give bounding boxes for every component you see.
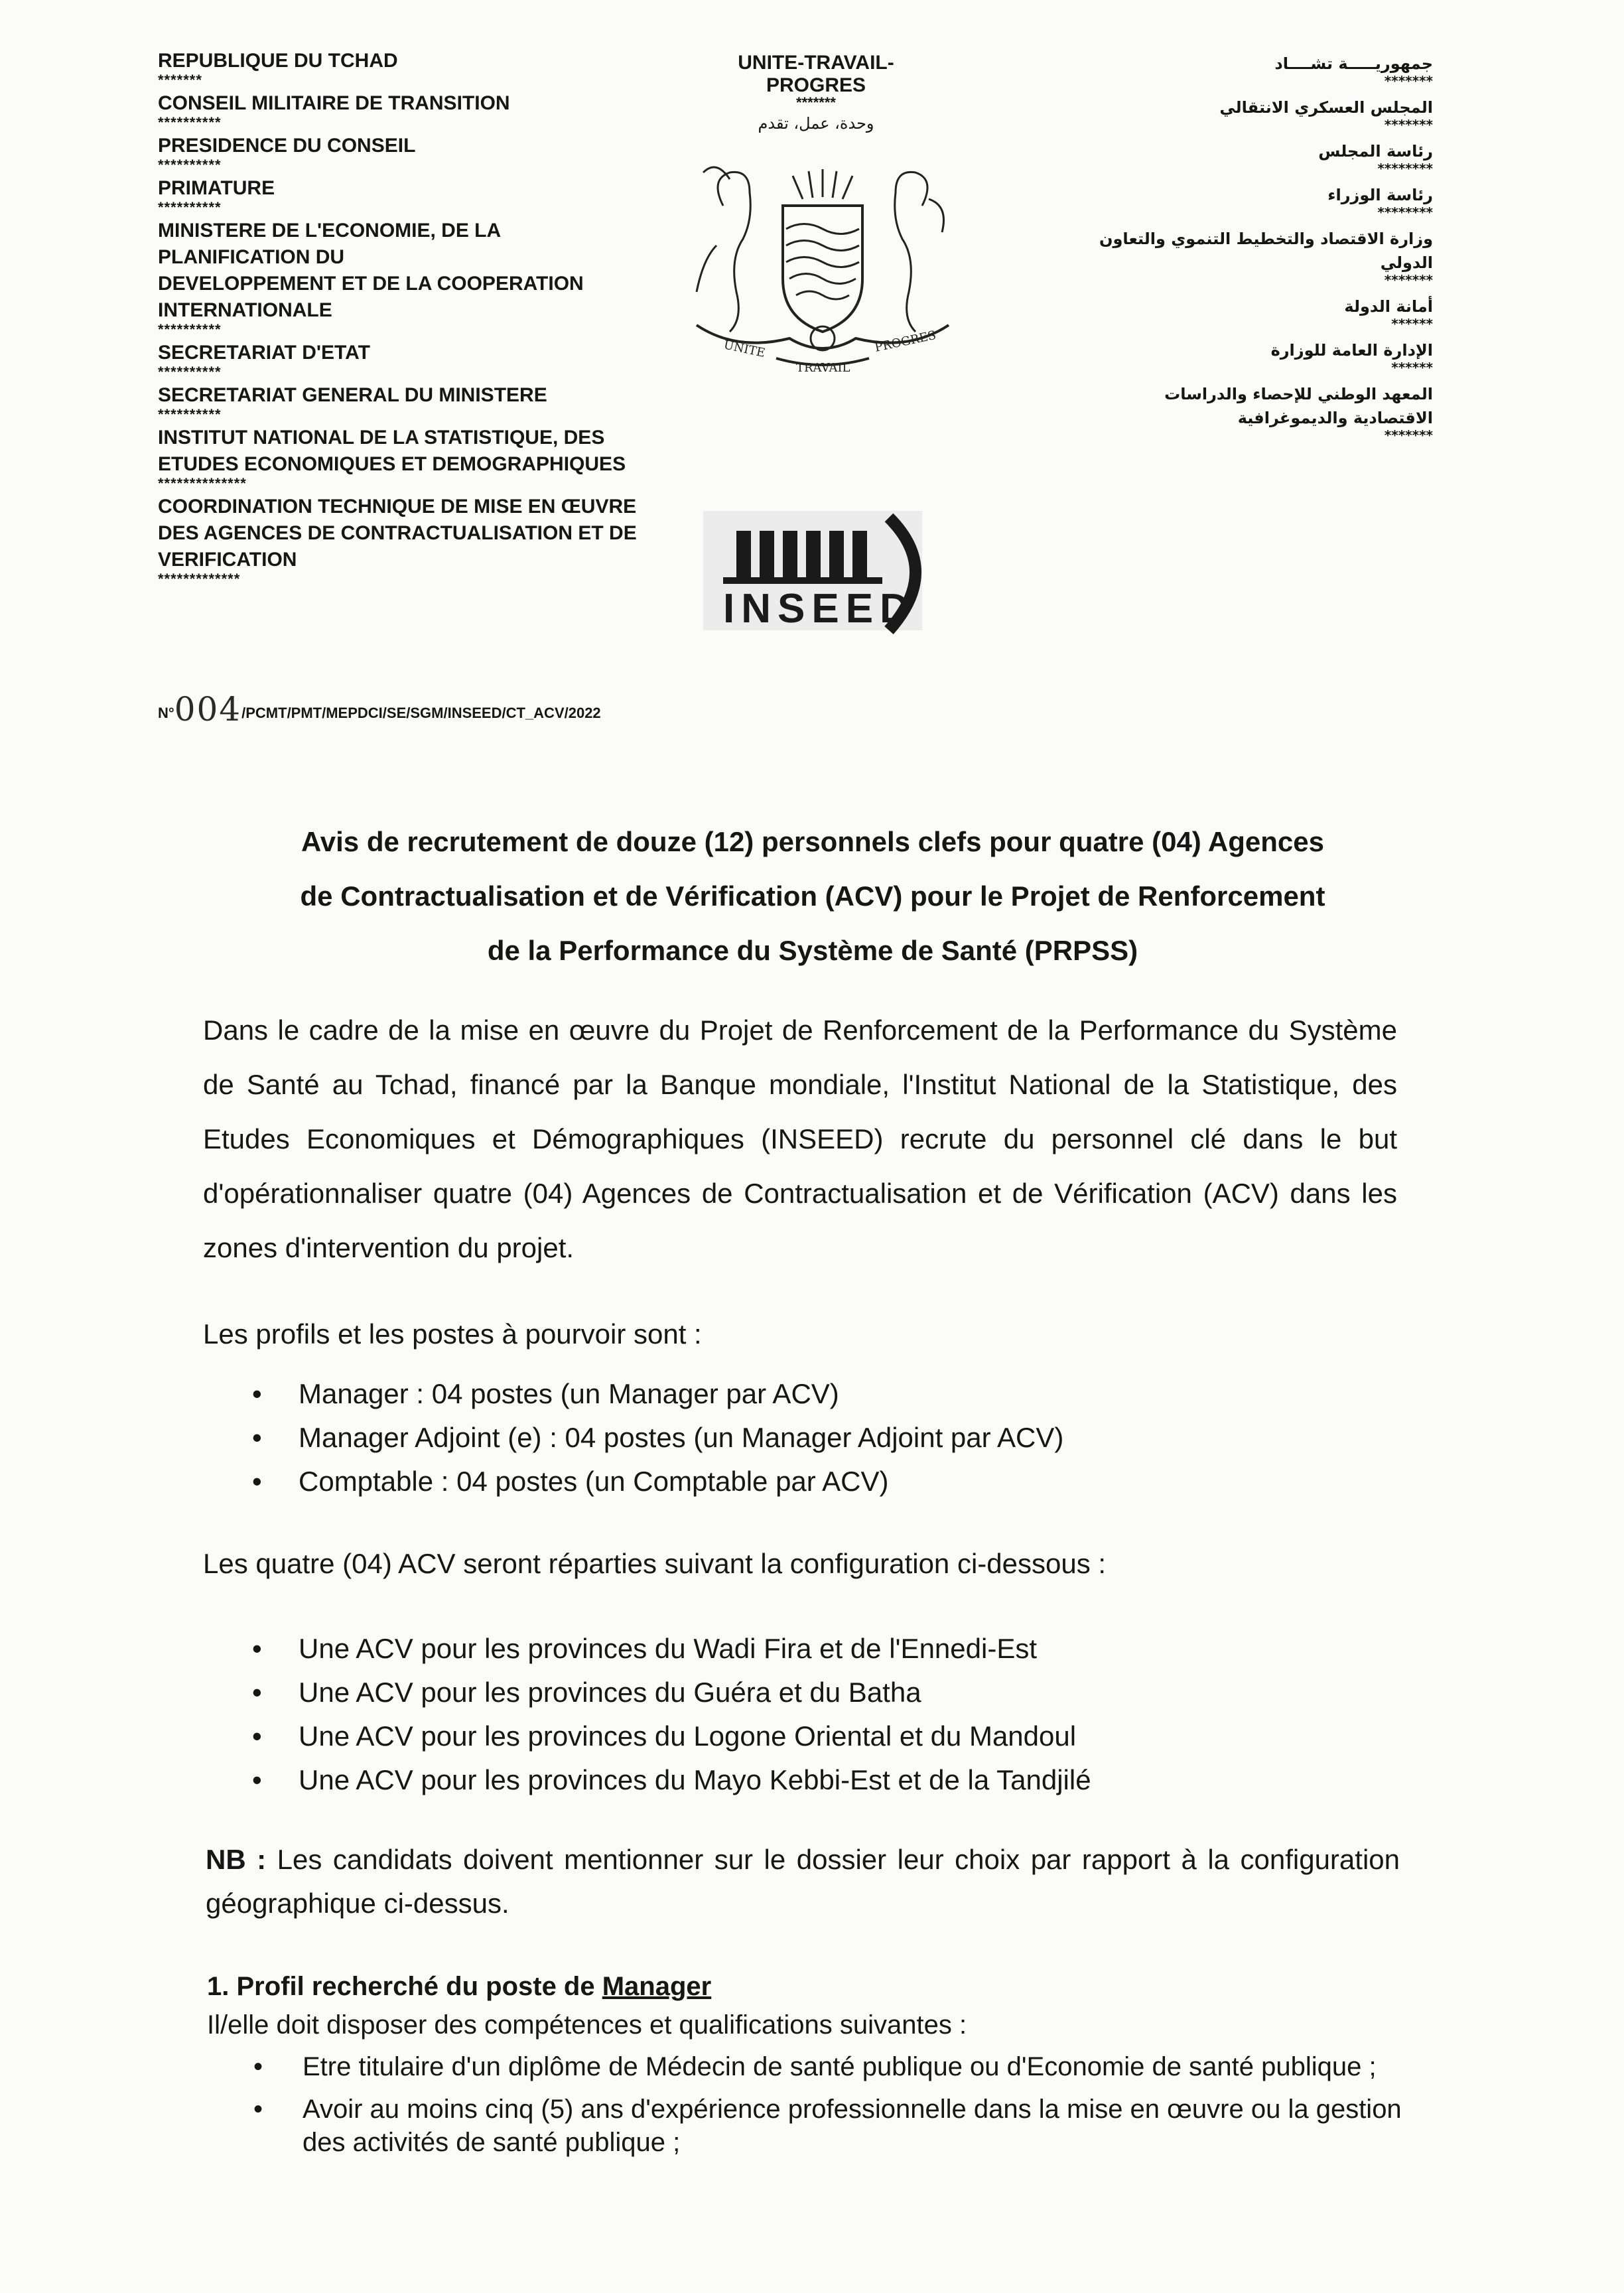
coat-of-arms-emblem [677, 159, 969, 385]
ref-number: 004 [174, 690, 242, 729]
separator-stars: ******* [158, 72, 202, 88]
profiles-intro: Les profils et les postes à pourvoir sont : [203, 1318, 702, 1350]
nb-text: Les candidats doivent mentionner sur le dossier leur choix par rapport à la configuration géographique ci-dessus. [206, 1844, 1400, 1919]
hl-item [158, 218, 689, 340]
nb-label: NB : [206, 1844, 267, 1875]
hr-conseil: المجلس العسكري الانتقالي [1219, 98, 1433, 117]
hl-ministere: MINISTERE DE L'ECONOMIE, DE LA PLANIFICATION DU DEVELOPPEMENT ET DE LA COOPERATION INTERNATIONALE [158, 220, 584, 321]
logo-text: INSEED [723, 586, 916, 632]
list-item [252, 1372, 1347, 1416]
config-intro: Les quatre (04) ACV seront réparties suivant la configuration ci-dessous : [203, 1548, 1107, 1579]
title-line: de Contractualisation et de Vérification (ACV) pour le Projet de Renforcement [300, 880, 1325, 912]
separator-stars: ************** [158, 475, 247, 492]
list-item [252, 1416, 1347, 1460]
hr-institut: المعهد الوطني للإحصاء والدراسات الاقتصادية والديموغرافية [1164, 385, 1433, 427]
separator-stars: ********** [158, 114, 222, 131]
inseed-logo [697, 504, 949, 637]
separator-stars: ******** [1377, 204, 1433, 220]
separator-stars: ********** [158, 199, 222, 216]
config-item: Une ACV pour les provinces du Wadi Fira et de l'Ennedi-Est [299, 1633, 1037, 1664]
section-underlined: Manager [602, 1972, 712, 2001]
bullet-icon: • [252, 1677, 262, 1708]
header-center-block [690, 52, 942, 133]
list-item [252, 1627, 1347, 1671]
profiles-list [252, 1372, 1347, 1503]
configurations-list [252, 1627, 1347, 1802]
bullet-icon: • [253, 2052, 263, 2081]
bullet-icon: • [252, 1720, 262, 1752]
header-right-block [1088, 52, 1433, 450]
section-prefix: 1. Profil recherché du poste de [207, 1972, 602, 2001]
hl-secretariat-general: SECRETARIAT GENERAL DU MINISTERE [158, 384, 547, 406]
list-item [252, 1758, 1347, 1802]
nb-note [206, 1838, 1400, 1925]
hl-item [158, 48, 689, 90]
document-title [199, 815, 1426, 978]
qualifications-list [253, 2050, 1414, 2168]
profile-manager-adjoint: Manager Adjoint (e) : 04 postes (un Manager Adjoint par ACV) [299, 1422, 1064, 1453]
separator-stars: ********** [158, 157, 222, 173]
hr-item [1088, 295, 1433, 338]
separator-stars: ********** [158, 406, 222, 423]
config-item: Une ACV pour les provinces du Mayo Kebbi-Est et de la Tandjilé [299, 1764, 1091, 1795]
config-item: Une ACV pour les provinces du Guéra et du Batha [299, 1677, 921, 1708]
list-item [253, 2093, 1414, 2159]
qualification-item: Etre titulaire d'un diplôme de Médecin de santé publique ou d'Economie de santé publique ; [303, 2052, 1377, 2081]
hl-item [158, 382, 689, 425]
separator-stars: ********** [158, 364, 222, 380]
separator-stars: ******* [1384, 272, 1433, 288]
hr-primature: رئاسة الوزراء [1327, 186, 1433, 204]
profile-comptable: Comptable : 04 postes (un Comptable par ACV) [299, 1466, 889, 1497]
hr-item [1088, 52, 1433, 96]
hl-conseil: CONSEIL MILITAIRE DE TRANSITION [158, 92, 510, 114]
list-item [252, 1671, 1347, 1714]
hl-republic: REPUBLIQUE DU TCHAD [158, 50, 398, 72]
bullet-icon: • [252, 1466, 262, 1497]
separator-stars: ****** [1391, 316, 1433, 332]
separator-stars: ****** [1391, 360, 1433, 376]
hr-item [1088, 183, 1433, 227]
section-intro: Il/elle doit disposer des compétences et qualifications suivantes : [207, 2010, 967, 2040]
ref-suffix: /PCMT/PMT/MEPDCI/SE/SGM/INSEED/CT_ACV/2022 [241, 705, 601, 721]
bullet-icon: • [252, 1633, 262, 1664]
national-motto: UNITE-TRAVAIL-PROGRES [738, 52, 894, 96]
title-line: de la Performance du Système de Santé (PRPSS) [487, 935, 1138, 966]
hr-item [1088, 338, 1433, 382]
separator-stars: ******** [1377, 161, 1433, 176]
hr-secretariat-general: الإدارة العامة للوزارة [1270, 341, 1433, 360]
list-item [253, 2050, 1414, 2083]
hl-item [158, 90, 689, 133]
profile-manager: Manager : 04 postes (un Manager par ACV) [299, 1378, 839, 1409]
hr-republic: جمهوريـــــة تشــــاد [1274, 54, 1433, 73]
reference-number [158, 690, 601, 729]
bullet-icon: • [253, 2095, 263, 2124]
intro-paragraph: Dans le cadre de la mise en œuvre du Projet de Renforcement de la Performance du Système de Santé au Tchad, financé par la Banque mondiale, l'Institut National de la Statistique, des Etudes Economiques et Démographiques (INSEED) recrute du personnel clé dans le but d'opérationnaliser quatre (04) Agences de Contractualisation et de Vérification (ACV) dans les zones d'intervention du projet. [203, 1014, 1397, 1263]
bullet-icon: • [252, 1764, 262, 1795]
hl-item [158, 425, 689, 494]
hl-institut: INSTITUT NATIONAL DE LA STATISTIQUE, DES ETUDES ECONOMIQUES ET DEMOGRAPHIQUES [158, 427, 626, 475]
hl-item [158, 494, 689, 589]
list-item [252, 1460, 1347, 1503]
separator-stars: ********** [158, 321, 222, 338]
hl-item [158, 340, 689, 382]
hl-secretariat-etat: SECRETARIAT D'ETAT [158, 342, 370, 364]
ribbon-travail: TRAVAIL [796, 361, 850, 375]
hr-item [1088, 382, 1433, 450]
ribbon-progres: PROGRES [873, 328, 937, 355]
hr-ministere: وزارة الاقتصاد والتخطيط التنموي والتعاون الدولي [1099, 230, 1433, 272]
ref-prefix: N° [158, 705, 174, 721]
separator-stars: ******* [1384, 427, 1433, 443]
header-left-block [158, 48, 689, 589]
separator-stars: ******* [1384, 73, 1433, 89]
inseed-logo-icon [697, 504, 949, 637]
ribbon-unite: UNITE [722, 338, 767, 361]
hl-item [158, 175, 689, 218]
separator-stars: ************* [158, 571, 241, 587]
separator-stars: ******* [796, 94, 836, 111]
hl-primature: PRIMATURE [158, 177, 275, 199]
qualification-item: Avoir au moins cinq (5) ans d'expérience professionnelle dans la mise en œuvre ou la gestion des activités de santé publique ; [303, 2095, 1402, 2157]
coat-of-arms-icon [677, 159, 969, 385]
hr-presidence: رئاسة المجلس [1318, 142, 1433, 161]
config-item: Une ACV pour les provinces du Logone Oriental et du Mandoul [299, 1720, 1077, 1752]
bullet-icon: • [252, 1422, 262, 1453]
hr-item [1088, 96, 1433, 139]
bullet-icon: • [252, 1378, 262, 1409]
hl-coordination: COORDINATION TECHNIQUE DE MISE EN ŒUVRE DES AGENCES DE CONTRACTUALISATION ET DE VERIFICATION [158, 496, 637, 571]
separator-stars: ******* [1384, 117, 1433, 133]
list-item [252, 1714, 1347, 1758]
national-motto-arabic: وحدة، عمل، تقدم [758, 114, 874, 133]
hr-secretariat-etat: أمانة الدولة [1344, 297, 1433, 316]
hr-item [1088, 139, 1433, 183]
hl-item [158, 133, 689, 175]
title-line: Avis de recrutement de douze (12) personnels clefs pour quatre (04) Agences [301, 826, 1324, 857]
hl-presidence: PRESIDENCE DU CONSEIL [158, 135, 416, 157]
section-heading [207, 1972, 711, 2002]
hr-item [1088, 227, 1433, 295]
